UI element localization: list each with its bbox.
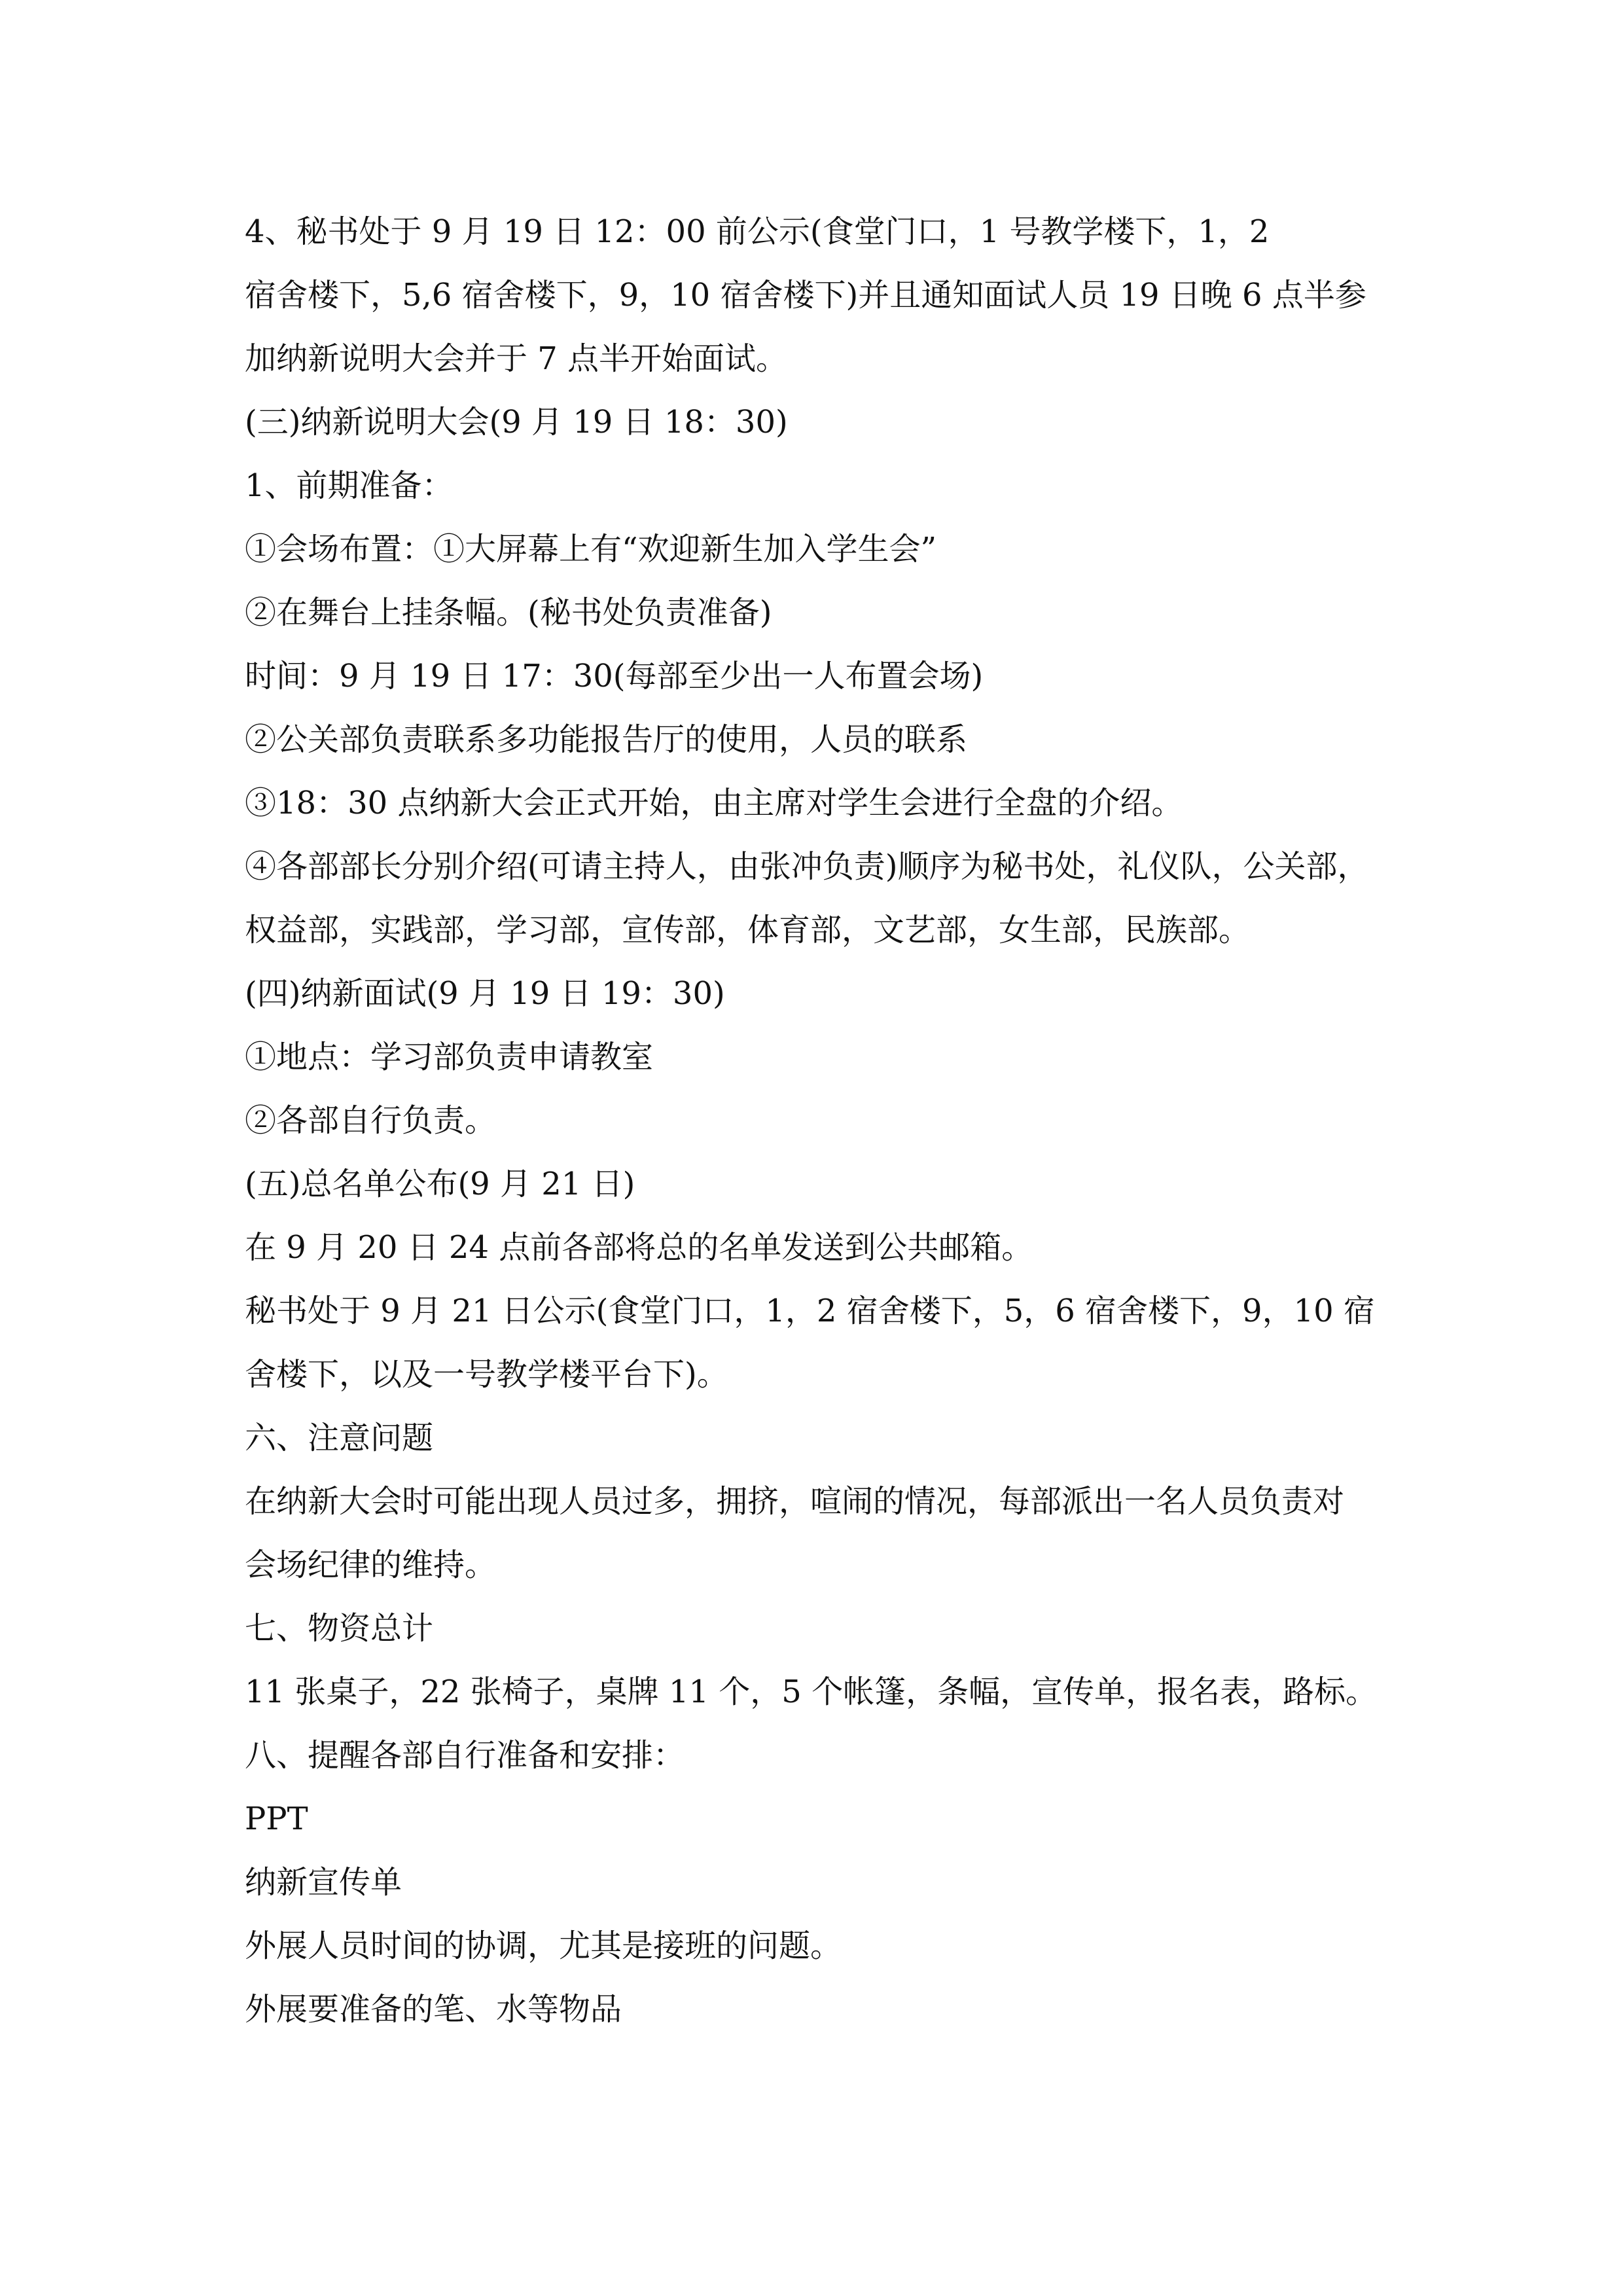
section-heading-4: (四)纳新面试(9 月 19 日 19：30) [245, 975, 725, 1012]
text-line-11: ④各部部长分别介绍(可请主持人，由张冲负责)顺序为秘书处，礼仪队，公关部， [245, 848, 1369, 885]
text-line-2: 宿舍楼下，5,6 宿舍楼下，9，10 宿舍楼下)并且通知面试人员 19 日晚 6 点半参 [245, 277, 1366, 314]
text-line-1: 4、秘书处于 9 月 19 日 12：00 前公示(食堂门口，1 号教学楼下，1，2 [245, 213, 1270, 250]
text-line-7: ②在舞台上挂条幅。(秘书处负责准备) [245, 594, 772, 631]
text-line-15: ②各部自行负责。 [245, 1102, 497, 1139]
text-line-17: 在 9 月 20 日 24 点前各部将总的名单发送到公共邮箱。 [245, 1229, 1033, 1266]
section-heading-3: (三)纳新说明大会(9 月 19 日 18：30) [245, 404, 788, 440]
text-line-12: 权益部，实践部，学习部，宣传部，体育部，文艺部，女生部，民族部。 [245, 912, 1251, 948]
text-line-3: 加纳新说明大会并于 7 点半开始面试。 [245, 340, 788, 377]
list-item-ppt: PPT [245, 1801, 308, 1837]
text-line-18: 秘书处于 9 月 21 日公示(食堂门口，1，2 宿舍楼下，5，6 宿舍楼下，9，10 宿 [245, 1293, 1375, 1329]
text-line-24: 11 张桌子，22 张椅子，桌牌 11 个，5 个帐篷，条幅，宣传单，报名表，路标。 [245, 1674, 1378, 1710]
section-heading-8: 八、提醒各部自行准备和安排： [245, 1737, 685, 1774]
text-line-22: 会场纪律的维持。 [245, 1547, 497, 1583]
text-line-19: 舍楼下，以及一号教学楼平台下)。 [245, 1356, 728, 1393]
section-heading-5: (五)总名单公布(9 月 21 日) [245, 1166, 635, 1202]
section-heading-7: 七、物资总计 [245, 1610, 434, 1647]
list-item-flyer: 纳新宣传单 [245, 1864, 402, 1901]
text-line-10: ③18：30 点纳新大会正式开始，由主席对学生会进行全盘的介绍。 [245, 785, 1183, 821]
list-item-staff-coordination: 外展人员时间的协调，尤其是接班的问题。 [245, 1928, 842, 1964]
list-item-supplies: 外展要准备的笔、水等物品 [245, 1991, 622, 2028]
text-line-14: ①地点：学习部负责申请教室 [245, 1039, 654, 1075]
text-line-8: 时间：9 月 19 日 17：30(每部至少出一人布置会场) [245, 658, 984, 694]
text-line-21: 在纳新大会时可能出现人员过多，拥挤，喧闹的情况，每部派出一名人员负责对 [245, 1483, 1345, 1520]
text-line-6: ①会场布置：①大屏幕上有“欢迎新生加入学生会” [245, 531, 937, 567]
document-page [245, 200, 1397, 2041]
section-heading-6: 六、注意问题 [245, 1420, 434, 1456]
sub-heading-prep: 1、前期准备： [245, 467, 454, 504]
text-line-9: ②公关部负责联系多功能报告厅的使用，人员的联系 [245, 721, 968, 758]
